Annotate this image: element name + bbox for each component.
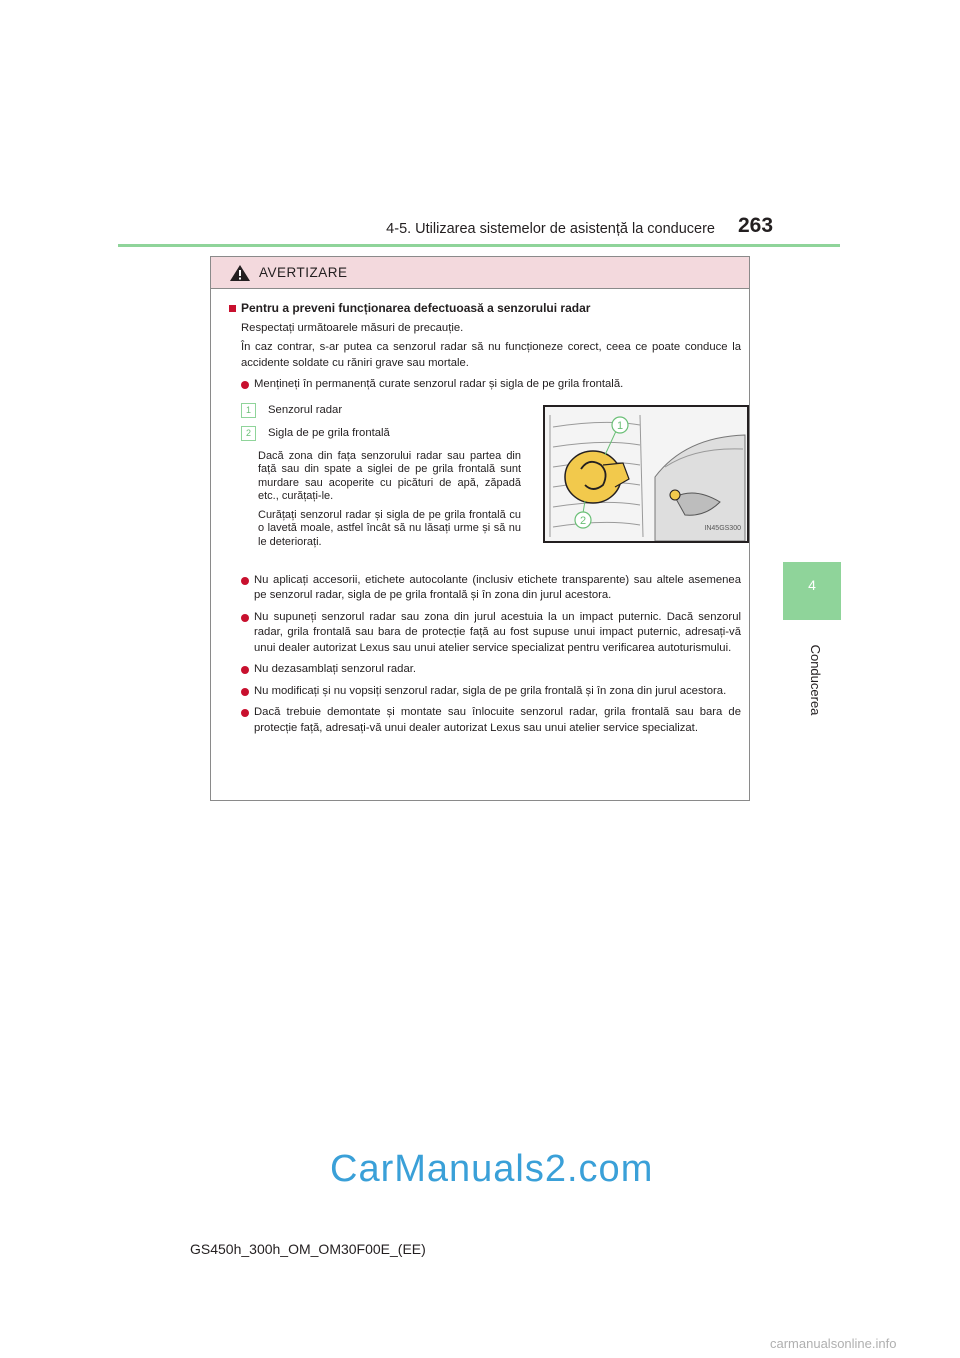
chapter-label: Conducerea	[808, 644, 823, 716]
warning-triangle-icon	[229, 264, 251, 282]
watermark-logo: CarManuals2.com	[330, 1148, 654, 1190]
bullet-item	[241, 573, 741, 604]
bullet-text: Nu supuneți senzorul radar sau zona din jurul acestuia la un impact puternic. Dacă senzorul radar, grila frontală sau bara de protecție față au fost supuse unui impact puternic, adresați-vă unui dealer autorizat Lexus sau unui atelier service specializat pentru verificarea autoturismului.	[254, 610, 741, 654]
bullet-dot-icon	[241, 577, 249, 585]
section-title-text: Pentru a preveni funcționarea defectuoasă a senzorului radar	[241, 301, 591, 315]
chapter-tab	[783, 562, 841, 620]
footer-document-code: GS450h_300h_OM_OM30F00E_(EE)	[190, 1241, 426, 1257]
bullet-dot-icon	[241, 381, 249, 389]
intro-paragraph-1: Respectați următoarele măsuri de precauție.	[241, 321, 464, 334]
page-number: 263	[738, 214, 774, 237]
bullet-text: Nu aplicați accesorii, etichete autocolante (inclusiv etichete transparente) sau altele asemenea pe senzorul radar, sigla de pe grila frontală și în zona din jurul acestora.	[254, 573, 741, 601]
bullet-item	[241, 377, 741, 393]
legend-number: 1	[241, 403, 256, 418]
intro-paragraph-2: În caz contrar, s-ar putea ca senzorul radar să nu funcționeze corect, ceea ce poate conduce la accidente soldate cu răniri grave sau mortale.	[241, 341, 741, 369]
warning-header	[211, 257, 749, 289]
radar-sensor-figure	[543, 405, 749, 543]
bullet-dot-icon	[241, 614, 249, 622]
figure-code: IN45GS300	[704, 525, 741, 532]
bullet-item	[241, 684, 741, 700]
bullet-item	[241, 705, 741, 736]
legend-paragraph-1: Dacă zona din fața senzorului radar sau partea din față sau din spate a siglei de pe grila frontală sunt murdare sau acoperite cu picături de apă, zăpadă etc., curățați-le.	[258, 449, 521, 502]
legend-paragraph-2: Curățați senzorul radar și sigla de pe grila frontală cu o lavetă moale, astfel încât să nu lăsați urme și să nu le deteriorați.	[258, 508, 521, 548]
legend-label: Sigla de pe grila frontală	[268, 427, 390, 439]
bullet-dot-icon	[241, 688, 249, 696]
bullet-item	[241, 610, 741, 657]
figure-callout-1: 1	[616, 419, 624, 432]
legend-item	[241, 426, 521, 442]
legend-item	[241, 403, 521, 419]
bullet-text: Dacă trebuie demontate și montate sau înlocuite senzorul radar, grila frontală sau bara de protecție față, adresați-vă unui dealer autorizat Lexus sau unui atelier service specializat.	[254, 706, 741, 734]
section-title	[229, 301, 741, 317]
warning-content	[229, 301, 741, 736]
bullet-dot-icon	[241, 666, 249, 674]
watermark-corner: carmanualsonline.info	[770, 1336, 897, 1351]
figure-legend	[241, 403, 521, 550]
bullet-dot-icon	[241, 709, 249, 717]
bullet-text: Mențineți în permanență curate senzorul radar și sigla de pe grila frontală.	[254, 378, 624, 390]
figure-section	[229, 397, 741, 567]
warning-box	[210, 256, 750, 801]
legend-number: 2	[241, 426, 256, 441]
bullet-text: Nu modificați și nu vopsiți senzorul radar, sigla de pe grila frontală și în zona din jurul acestora.	[254, 684, 727, 697]
header-section-title: 4-5. Utilizarea sistemelor de asistență la conducere	[386, 221, 715, 237]
header-rule	[118, 244, 840, 247]
square-bullet-icon	[229, 305, 236, 312]
chapter-number: 4	[808, 577, 816, 593]
legend-label: Senzorul radar	[268, 403, 343, 416]
figure-callout-2: 2	[579, 514, 587, 527]
warning-heading: AVERTIZARE	[259, 265, 348, 280]
bullet-item	[241, 662, 741, 678]
bullet-text: Nu dezasamblați senzorul radar.	[254, 663, 417, 675]
